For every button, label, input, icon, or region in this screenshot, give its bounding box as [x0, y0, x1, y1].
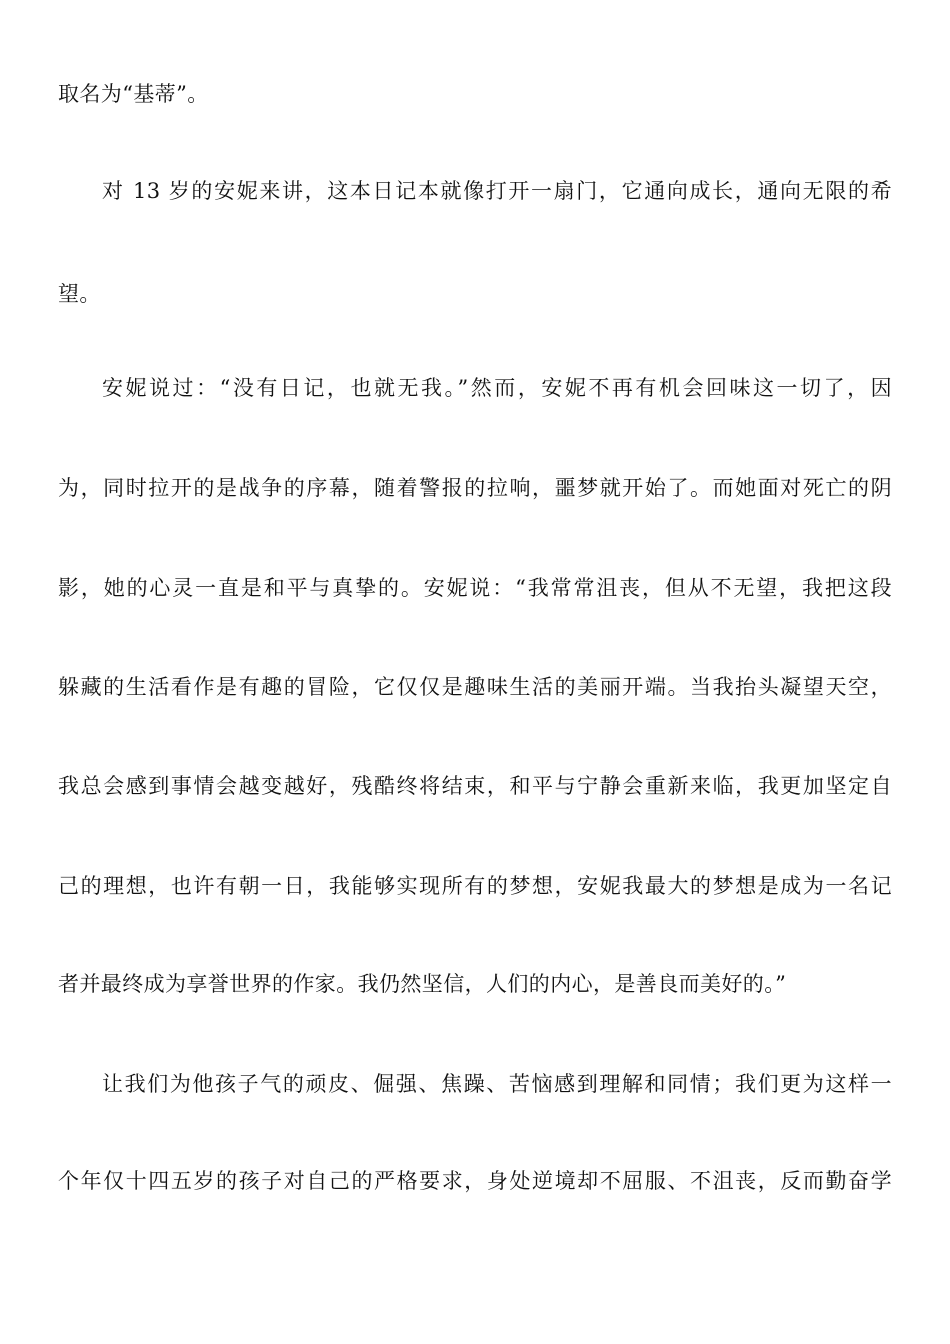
text-line: 个年仅十四五岁的孩子对自己的严格要求，身处逆境却不屈服、不沮丧，反而勤奋学 — [58, 1169, 892, 1193]
text-line: 为，同时拉开的是战争的序幕，随着警报的拉响，噩梦就开始了。而她面对死亡的阴 — [58, 476, 892, 500]
text-line: 取名为“基蒂”。 — [58, 82, 209, 106]
text-line: 己的理想，也许有朝一日，我能够实现所有的梦想，安妮我最大的梦想是成为一名记 — [58, 874, 892, 898]
text-line: 我总会感到事情会越变越好，残酷终将结束，和平与宁静会重新来临，我更加坚定自 — [58, 774, 892, 798]
text-line: 望。 — [58, 282, 101, 306]
text-line: 影，她的心灵一直是和平与真挚的。安妮说：“我常常沮丧，但从不无望，我把这段 — [58, 576, 892, 600]
text-line: 者并最终成为享誉世界的作家。我仍然坚信，人们的内心，是善良而美好的。” — [58, 972, 787, 996]
text-line: 安妮说过：“没有日记，也就无我。”然而，安妮不再有机会回味这一切了，因 — [102, 376, 892, 400]
text-line: 对 13 岁的安妮来讲，这本日记本就像打开一扇门，它通向成长，通向无限的希 — [102, 179, 892, 203]
text-line: 躲藏的生活看作是有趣的冒险，它仅仅是趣味生活的美丽开端。当我抬头凝望天空， — [58, 675, 892, 699]
text-line: 让我们为他孩子气的顽皮、倔强、焦躁、苦恼感到理解和同情；我们更为这样一 — [102, 1072, 892, 1096]
